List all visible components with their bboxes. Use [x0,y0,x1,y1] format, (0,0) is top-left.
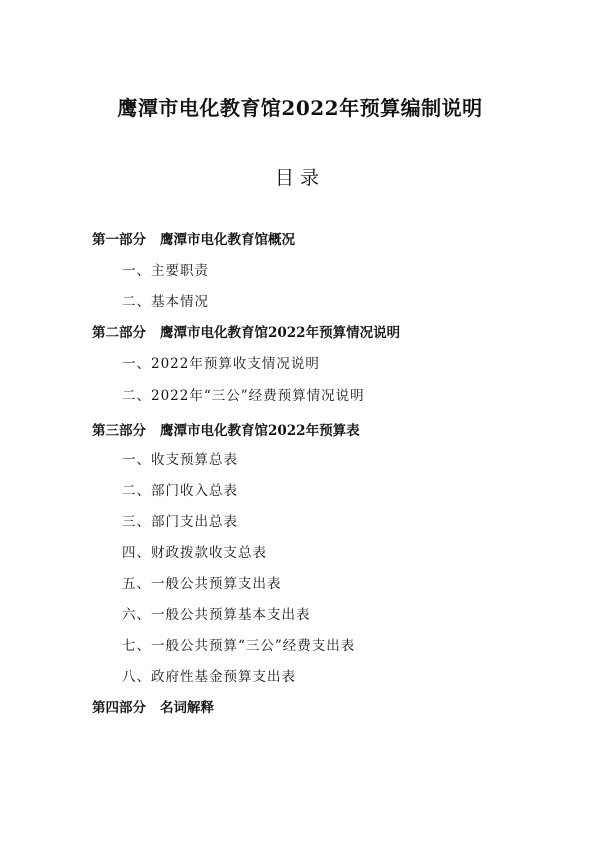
toc-part-4 [92,699,214,717]
toc-part-label: 第四部分 [92,700,146,716]
toc-heading: 目录 [274,167,325,189]
toc-part-label: 第三部分 [92,423,146,439]
toc-item: 四、财政拨款收支总表 [122,545,267,561]
toc-item: 八、政府性基金预算支出表 [122,669,296,685]
toc-item: 一、主要职责 [122,263,209,279]
document-title: 鹰潭市电化教育馆2022年预算编制说明 [117,96,483,120]
toc-item: 三、部门支出总表 [122,514,238,530]
toc-part-title: 鹰潭市电化教育馆2022年预算情况说明 [160,325,401,341]
toc-item: 七、一般公共预算“三公”经费支出表 [122,638,356,654]
toc-part-title: 鹰潭市电化教育馆2022年预算表 [160,423,360,439]
toc-item: 二、部门收入总表 [122,483,238,499]
toc-item: 五、一般公共预算支出表 [122,576,282,592]
toc-part-1 [92,231,295,249]
toc-part-title: 名词解释 [160,700,214,716]
toc-part-label: 第二部分 [92,325,146,341]
toc-part-3 [92,422,360,440]
toc-item: 一、收支预算总表 [122,452,238,468]
toc-part-2 [92,324,400,342]
toc-item: 六、一般公共预算基本支出表 [122,607,311,623]
toc-item: 二、2022年“三公”经费预算情况说明 [122,388,365,404]
toc-part-label: 第一部分 [92,232,146,248]
toc-item: 二、基本情况 [122,294,209,310]
toc-item: 一、2022年预算收支情况说明 [122,356,320,372]
toc-part-title: 鹰潭市电化教育馆概况 [160,232,295,248]
